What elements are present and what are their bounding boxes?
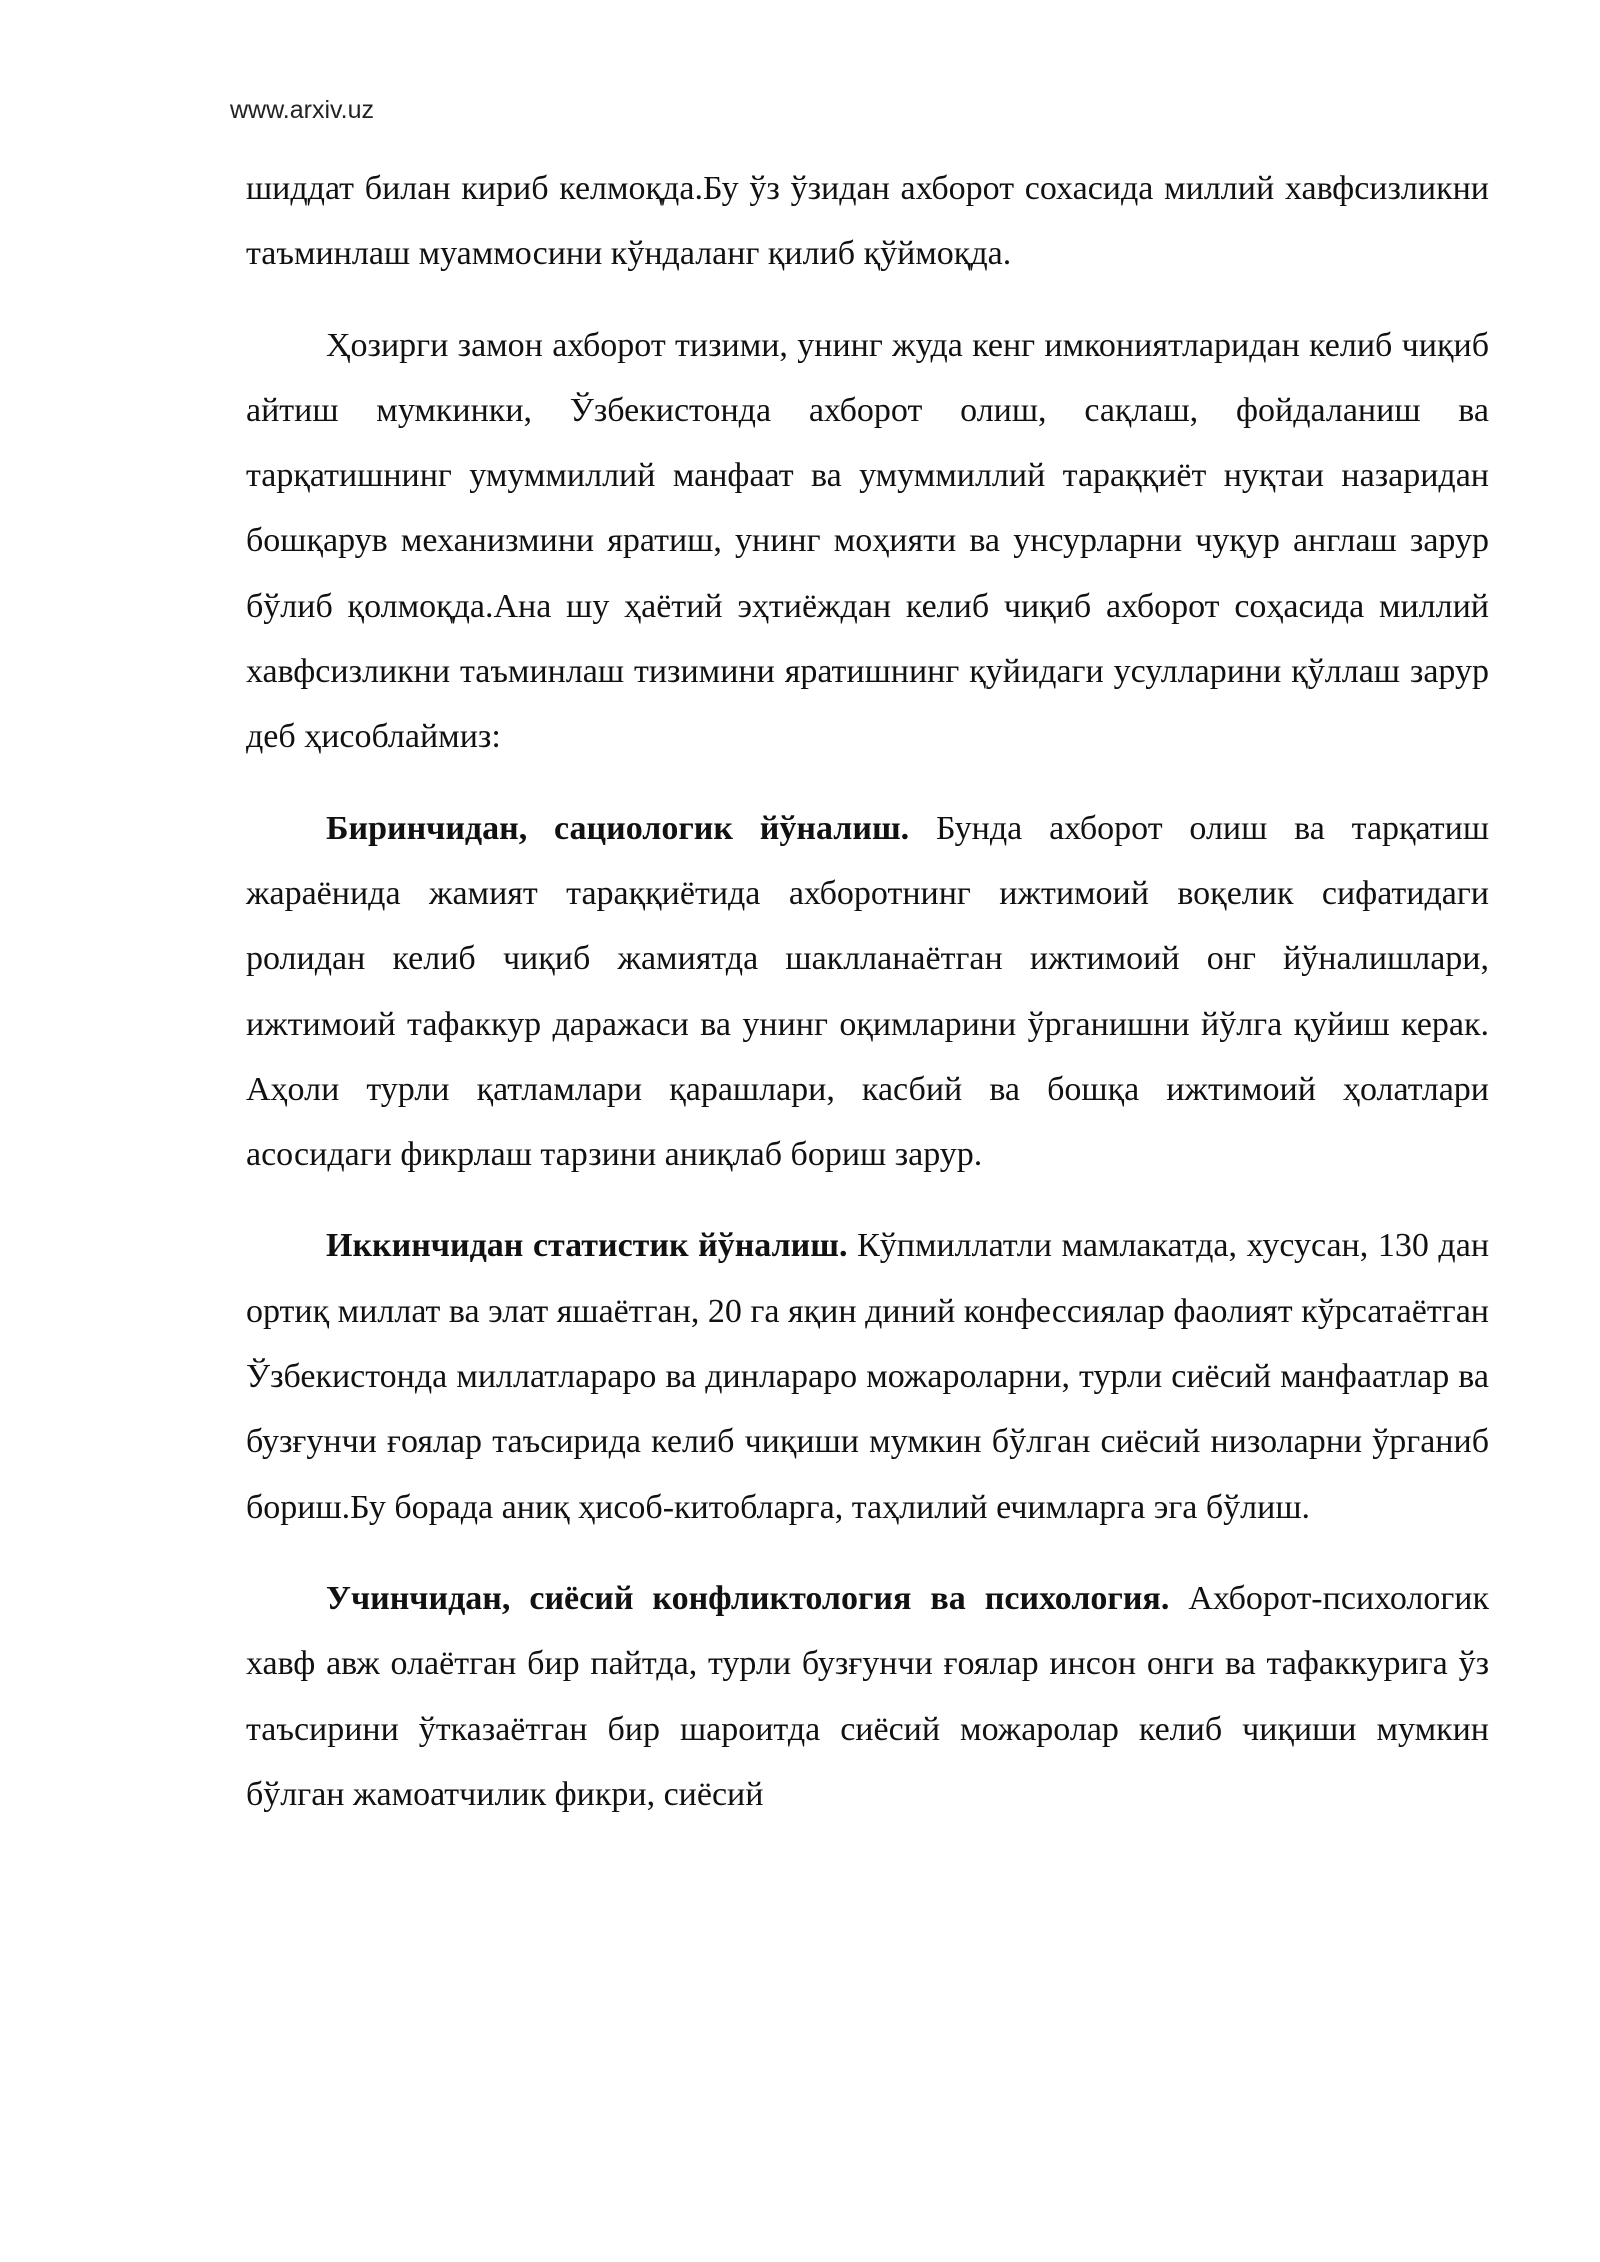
paragraph-text: Кўпмиллатли мамлакатда, хусусан, 130 дан ортиқ миллат ва элат яшаётган, 20 га яқин диний конфессиялар фаолият кўрсатаётган Ўзбекистонда миллатлараро ва динлараро можароларни, турли сиёсий манфаатлар ва бузғунчи ғоялар таъсирида келиб чиқиши мумкин бўлган сиёсий низоларни ўрганиб бориш.Бу борада аниқ ҳисоб-китобларга, таҳлилий ечимларга эга бўлиш.: [246, 1227, 1490, 1526]
paragraph-second-statistical: [246, 1213, 1489, 1539]
paragraph-text: Ҳозирги замон ахборот тизими, унинг жуда кенг имкониятларидан келиб чиқиб айтиш мумкинки, Ўзбекистонда ахборот олиш, сақлаш, фойдаланиш ва тарқатишнинг умуммиллий манфаат ва умуммиллий тараққиёт нуқтаи назаридан бошқарув механизмини яратиш, унинг моҳияти ва унсурларни чуқур англаш зарур бўлиб қолмоқда.Ана шу ҳаётий эҳтиёждан келиб чиқиб ахборот соҳасида миллий хавфсизликни таъминлаш тизимини яратишнинг қуйидаги усулларини қўллаш зарур деб ҳисоблаймиз:: [246, 326, 1489, 756]
paragraph-lead-heading: Иккинчидан статистик йўналиш.: [326, 1227, 848, 1265]
paragraph-text: Бунда ахборот олиш ва тарқатиш жараёнида жамият тараққиётида ахборотнинг ижтимоий воқелик сифатидаги ролидан келиб чиқиб жамиятда шаклланаётган ижтимоий онг йўналишлари, ижтимоий тафаккур даражаси ва унинг оқимларини ўрганишни йўлга қуйиш керак. Аҳоли турли қатламлари қарашлари, касбий ва бошқа ижтимоий ҳолатлари асосидаги фикрлаш тарзини аниқлаб бориш зарур.: [246, 809, 1489, 1174]
paragraph-text: Ахборот-психологик хавф авж олаётган бир пайтда, турли бузғунчи ғоялар инсон онги ва тафаккурига ўз таъсирини ўтказаётган бир шароитда сиёсий можаролар келиб чиқиши мумкин бўлган жамоатчилик фикри, сиёсий: [246, 1579, 1489, 1813]
paragraph-text: шиддат билан кириб келмоқда.Бу ўз ўзидан ахборот сохасида миллий хавфсизликни таъминлаш муаммосини кўндаланг қилиб қўймоқда.: [246, 170, 1489, 273]
paragraph-modern-information-system: [246, 313, 1489, 770]
paragraph-lead-heading: Биринчидан, сациологик йўналиш.: [326, 809, 910, 847]
paragraph-lead-heading: Учинчидан, сиёсий конфликтология ва психология.: [326, 1579, 1170, 1617]
paragraph-third-conflictology: [246, 1566, 1489, 1827]
paragraph-continuation: [246, 156, 1489, 287]
page-header-url: www.arxiv.uz: [230, 96, 375, 124]
paragraph-first-sociological: [246, 796, 1489, 1188]
document-body: [246, 156, 1489, 1827]
